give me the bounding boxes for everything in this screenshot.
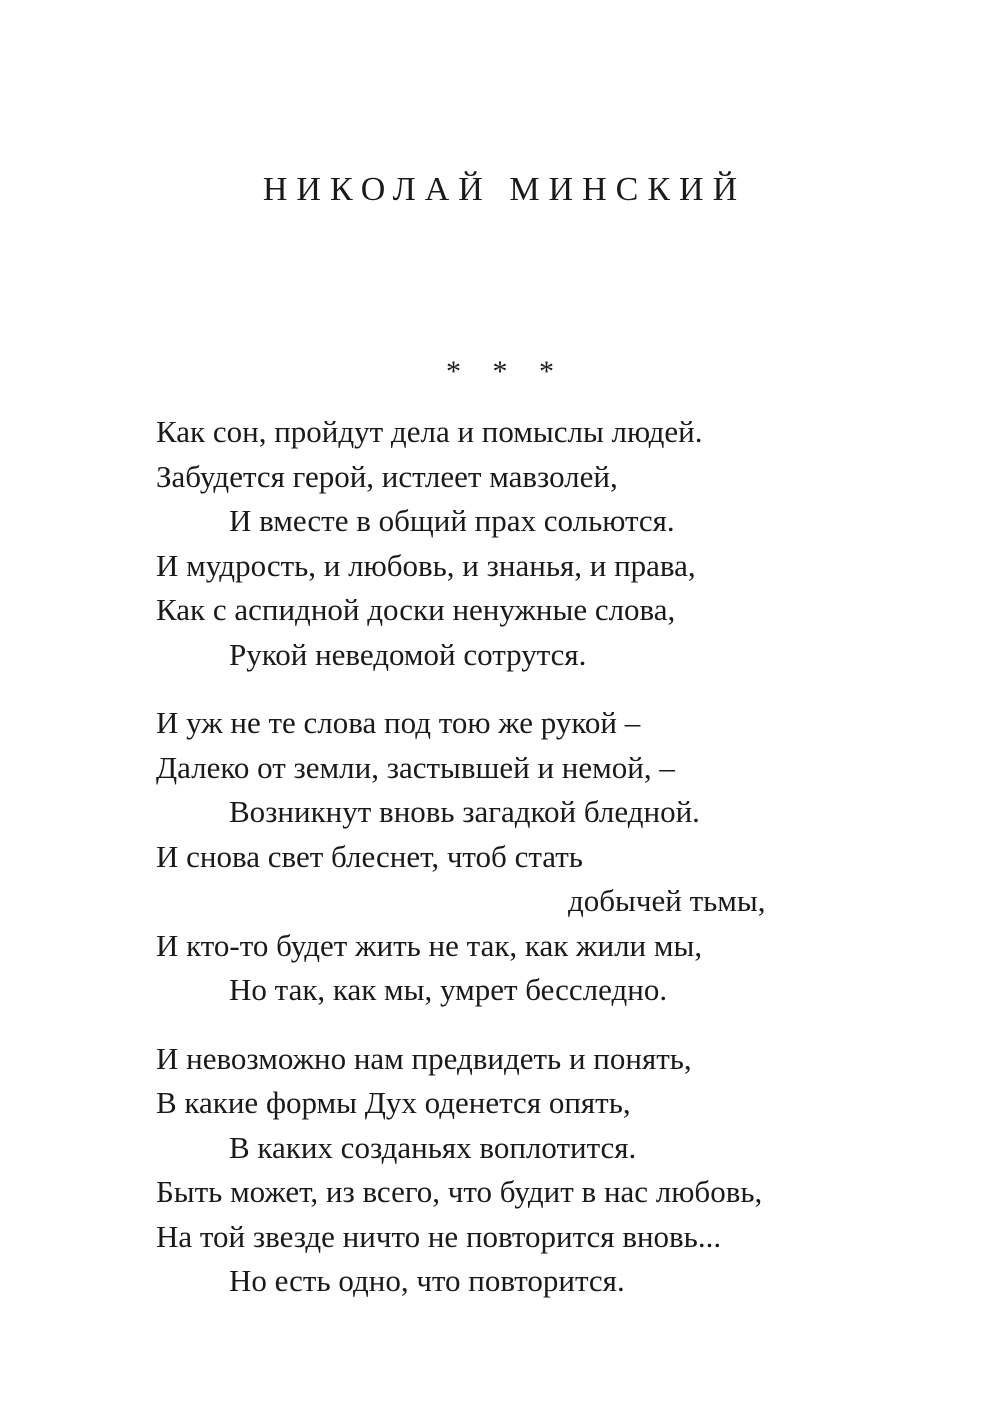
poem-line: И вместе в общий прах сольются.	[229, 503, 675, 538]
poem-line: Как с аспидной доски ненужные слова,	[156, 592, 676, 627]
stanza-2	[156, 701, 856, 1013]
poem-line: Возникнут вновь загадкой бледной.	[229, 794, 700, 829]
poem-line: Забудется герой, истлеет мавзолей,	[156, 458, 618, 494]
poem-line: Быть может, из всего, что будит в нас любовь,	[156, 1174, 763, 1209]
stanza-1	[156, 410, 856, 677]
poem-line: Рукой неведомой сотрутся.	[229, 636, 587, 672]
poem-line: И уж не те слова под тою же рукой –	[156, 705, 641, 740]
poem-line: В какие формы Дух оденется опять,	[156, 1085, 631, 1120]
poem-line: Как сон, пройдут дела и помыслы людей.	[156, 414, 703, 449]
stanza-3	[156, 1037, 856, 1304]
poem-line: И кто-то будет жить не так, как жили мы,	[156, 927, 703, 963]
poem-line-continuation: добычей тьмы,	[568, 883, 766, 918]
poem-line: И снова свет блеснет, чтоб стать	[156, 838, 583, 874]
poem-line: Далеко от земли, застывшей и немой, –	[156, 749, 675, 785]
poem-line: Но есть одно, что повторится.	[229, 1263, 625, 1298]
poem-line: И мудрость, и любовь, и знанья, и права,	[156, 547, 696, 583]
section-separator: * * *	[446, 355, 566, 388]
poem-line: Но так, как мы, умрет бесследно.	[229, 972, 668, 1007]
poem-line: И невозможно нам предвидеть и понять,	[156, 1040, 692, 1076]
poem-line: На той звезде ничто не повторится вновь...	[156, 1218, 722, 1254]
author-name: НИКОЛАЙ МИНСКИЙ	[262, 171, 747, 208]
poem	[156, 410, 856, 1304]
poem-line: В каких созданьях воплотится.	[229, 1129, 637, 1165]
